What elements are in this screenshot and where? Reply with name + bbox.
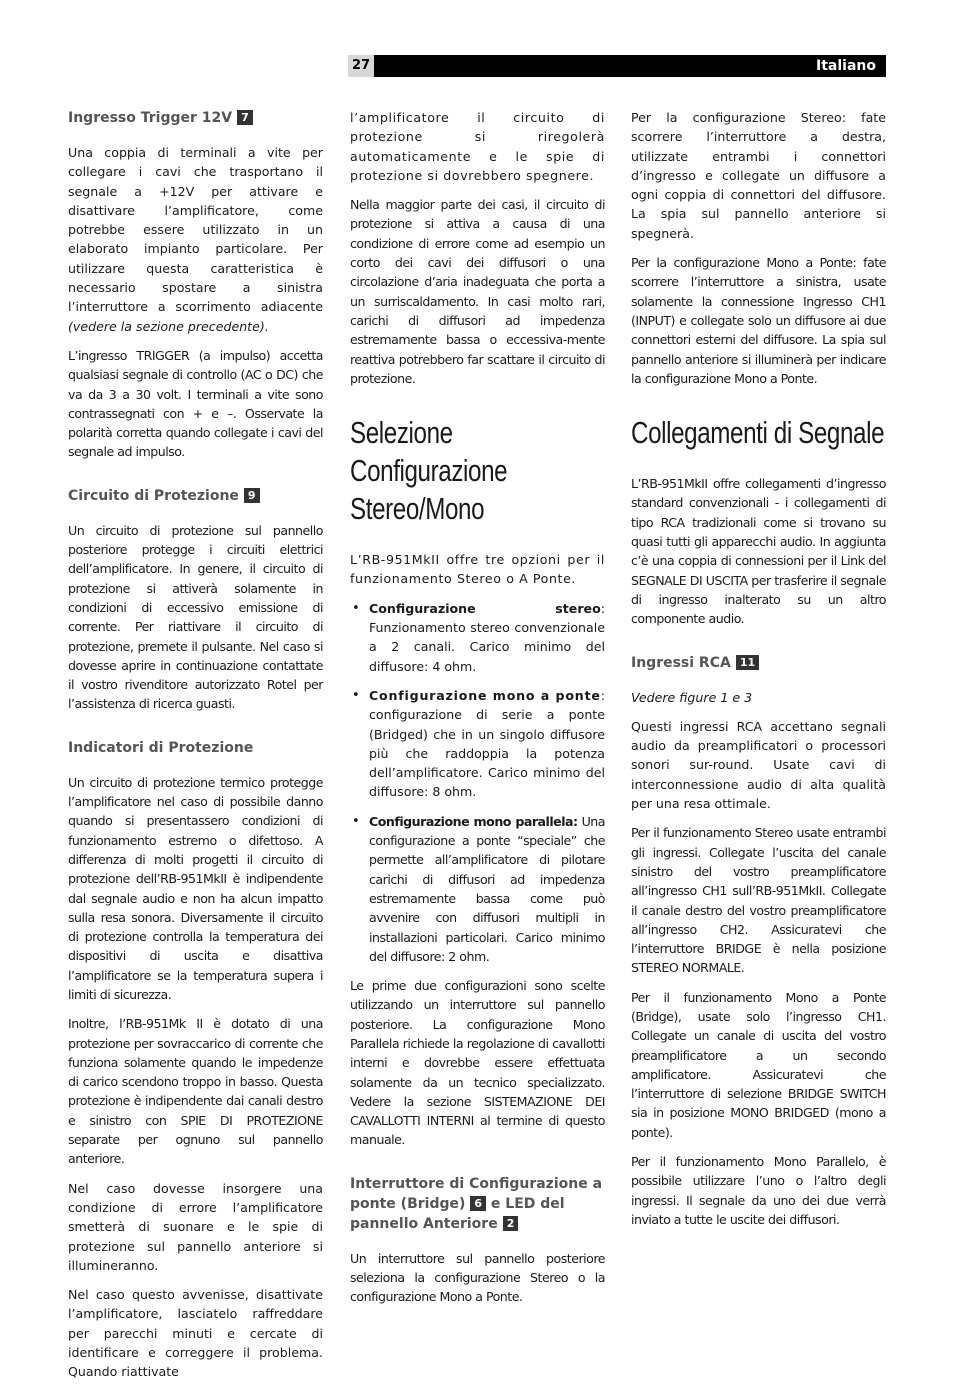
paragraph-rca-4: Per il funzionamento Mono Parallelo, è possibile utilizzare l’uno o l’altro degli ingressi. Il segnale da uno dei due verrà inviato a tutte le uscite dei diffusori.	[631, 1154, 886, 1227]
paragraph-indicatori-4: Nel caso questo avvenisse, disattivate l’amplificatore, lasciatelo raffreddare per parecchi minuti e cercate di identificare e correggere il problema. Quando riattivate	[68, 1287, 323, 1380]
list-item-text: Una configurazione a ponte “speciale” che permette all’amplificatore di pilotare carichi di diffusori ad impedenza estremamente bassa come può avvenire con diffusori multipli in installazioni particolari. Carico minimo del diffusore: 2 ohm.	[369, 813, 606, 964]
heading-trigger	[68, 108, 323, 128]
heading-interruttore-text: Interruttore di Configurazione a ponte (Bridge)	[350, 1175, 603, 1212]
paragraph-intro: L’RB-951MkII offre tre opzioni per il funzionamento Stereo o A Ponte.	[350, 552, 605, 587]
column-3	[631, 108, 886, 1239]
language-label: Italiano	[816, 58, 876, 74]
list-item-label: Configurazione stereo	[369, 600, 601, 616]
column-1	[68, 108, 323, 1392]
ref-badge: 6	[470, 1196, 486, 1211]
paragraph-continuation: l’amplificatore il circuito di protezione si riregolerà automaticamente e le spie di protezione si dovrebbero spegnere.	[350, 110, 605, 183]
paragraph-italic: (vedere la sezione precedente).	[68, 318, 269, 334]
section-title-selezione: Selezione Configurazione Stereo/Mono	[350, 415, 508, 527]
ref-badge: 2	[503, 1216, 519, 1231]
paragraph-trigger-2: L’ingresso TRIGGER (a impulso) accetta qualsiasi segnale di controllo (AC o DC) che va da 3 a 30 volt. I terminali a vite sono contrassegnati con + e –. Osservate la polarità corretta quando collegate i cavi del segnale ad impulso.	[68, 347, 323, 460]
list-item-text: : Funzionamento stereo convenzionale a 2 canali. Carico minimo del diffusore: 4 ohm.	[369, 600, 605, 674]
paragraph-stereo: Per la configurazione Stereo: fate scorrere l’interruttore a destra, utilizzate entrambi i connettori d’ingresso e collegate un diffusore a ogni coppia di connettori del diffusore. La spia sul pannello anteriore si spegnerà.	[631, 110, 886, 241]
paragraph-trigger-1	[68, 143, 323, 336]
ref-badge: 11	[736, 655, 759, 670]
page-number: 27	[348, 55, 374, 77]
ref-badge: 9	[244, 488, 260, 503]
ref-badge: 7	[237, 110, 253, 125]
paragraph-prime: Le prime due configurazioni sono scelte utilizzando un interruttore sul pannello posteriore. La configurazione Mono Parallela richiede la regolazione di cavallotti interni e dovrebbe essere effettuata solamente da un tecnico specializzato. Vedere la sezione SISTEMAZIONE DEI CAVALLOTTI INTERNI al termine di questo manuale.	[350, 978, 605, 1148]
heading-interruttore	[350, 1174, 605, 1234]
paragraph-vedere: Vedere figure 1 e 3	[631, 689, 753, 705]
page-header-bar	[348, 55, 886, 77]
paragraph-rca-2: Per il funzionamento Stereo usate entrambi gli ingressi. Collegate l’uscita del canale sinistro del vostro preamplificatore all’ingresso CH1 sull’RB-951MkII. Collegate il canale destro del vostro preamplificatore all’ingresso CH2. Assicuratevi che l’interruttore BRIDGE è nella posizione STEREO NORMALE.	[631, 825, 886, 976]
heading-indicatori: Indicatori di Protezione	[68, 739, 254, 756]
list-item	[350, 686, 605, 802]
heading-trigger-text: Ingresso Trigger 12V	[68, 110, 233, 126]
paragraph-indicatori-3: Nel caso dovesse insorgere una condizione di errore l’amplificatore smetterà di suonare e le spie di protezione sul pannello anteriore si illumineranno.	[68, 1180, 323, 1273]
heading-circuito	[68, 486, 323, 506]
column-2	[350, 108, 605, 1317]
paragraph-interruttore: Un interruttore sul pannello posteriore seleziona la configurazione Stereo o la configurazione Mono a Ponte.	[350, 1250, 605, 1305]
paragraph-maggior-parte: Nella maggior parte dei casi, il circuito di protezione si attiva a causa di una condizione di errore come ad esempio un corto dei cavi dei diffusori o una circolazione d’aria inadeguata che porta a un surriscaldamento. In casi molto rari, carichi di diffusori ad impedenza estremamente bassa o eccessiva-mente reattiva potrebbero far scattare il circuito di protezione.	[350, 197, 605, 386]
section-title-collegamenti: Collegamenti di Segnale	[631, 415, 885, 451]
paragraph-circuito: Un circuito di protezione sul pannello posteriore protegge i circuiti elettrici dell’amplificatore. In genere, il circuito di protezione si attiverà solamente in condizioni di eccessivo emissione di corrente. Per riattivare il circuito di protezione, premete il pulsante. Nel caso si dovesse aprire in continuazione contattate il vostro rivenditore autorizzato Rotel per l’assistenza di ricerca guasti.	[68, 522, 323, 712]
config-list	[350, 599, 605, 966]
list-item	[350, 599, 605, 676]
paragraph-indicatori-1: Un circuito di protezione termico protegge l’amplificatore nel caso di possibile danno quando si presentassero condizioni di funzionamento estremo o difettoso. A differenza di molti progetti il circuito di protezione dell’RB-951MkII è indipendente dal segnale audio e non ha alcun impatto sulla resa sonora. Diversamente il circuito di protezione controlla la temperatura dei dispositivi di uscita e disattiva l’amplificatore se la temperatura supera i limiti di sicurezza.	[68, 774, 323, 1002]
heading-rca-text: Ingressi RCA	[631, 654, 731, 671]
paragraph-indicatori-2: Inoltre, l’RB-951Mk II è dotato di una protezione per sovraccarico di corrente che funziona solamente quando le impedenze di carico scendono troppo in basso. Questa protezione è indipendente dai canali destro e sinistro con SPIE DI PROTEZIONE separate per ognuno sul pannello anteriore.	[68, 1016, 323, 1167]
paragraph-text: Una coppia di terminali a vite per collegare i cavi che trasportano il segnale a +12V per attivare e disattivare l’amplificatore, come potrebbe essere utilizzato in un elaborato impianto particolare. Per utilizzare questa caratteristica è necessario spostare a sinistra l’interruttore a scorrimento adiacente	[68, 145, 323, 315]
paragraph-mono: Per la configurazione Mono a Ponte: fate scorrere l’interruttore a sinistra, usate solamente la connessione Ingresso CH1 (INPUT) e collegate solo un diffusore ai due connettori esterni del diffusore. La spia sul pannello anteriore si illuminerà per indicare la configurazione Mono a Ponte.	[631, 255, 886, 386]
list-item-text: : configurazione di serie a ponte (Bridged) che in un singolo diffusore più che raddoppia la potenza dell’amplificatore. Carico minimo del diffusore: 8 ohm.	[369, 687, 605, 800]
paragraph-rca-3: Per il funzionamento Mono a Ponte (Bridge), usate solo l’ingresso CH1. Collegate un canale di uscita del vostro preamplificatore a un secondo amplificatore. Assicuratevi che l’interruttore di selezione BRIDGE SWITCH sia in posizione MONO BRIDGED (mono a ponte).	[631, 989, 886, 1140]
heading-interruttore-text-2: e LED del pannello Anteriore	[350, 1195, 565, 1232]
heading-circuito-text: Circuito di Protezione	[68, 487, 239, 504]
heading-rca	[631, 653, 886, 673]
list-item-label: Configurazione mono parallela:	[369, 813, 578, 829]
list-item-label: Configurazione mono a ponte	[369, 687, 601, 703]
paragraph-rca-1: Questi ingressi RCA accettano segnali audio da preamplificatori o processori sonori sur-round. Usate cavi di interconnessione audio di alta qualità per una resa ottimale.	[631, 718, 886, 812]
list-item	[350, 812, 605, 966]
paragraph-collegamenti: L’RB-951MkII offre collegamenti d’ingresso standard convenzionali - i collegamenti di tipo RCA tradizionali come si trovano su quasi tutti gli apparecchi audio. In aggiunta c’è una coppia di connessioni per il Link del SEGNALE DI USCITA per trasferire il segnale di ingresso inalterato su un altro componente audio.	[631, 476, 886, 627]
